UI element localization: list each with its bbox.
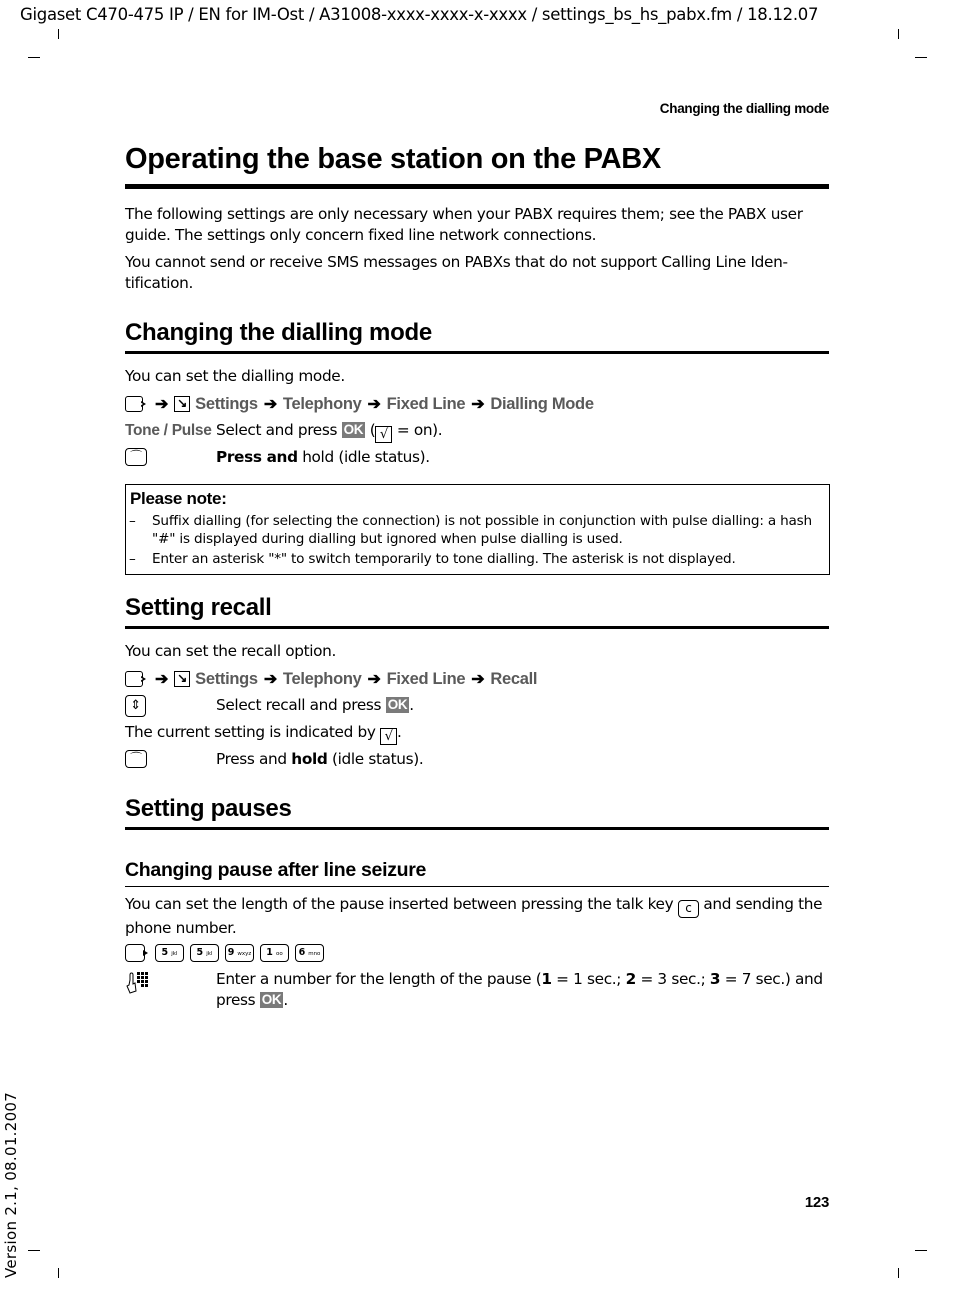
arrow-icon: ➔ xyxy=(155,671,169,688)
intro-paragraph: You cannot send or receive SMS messages on PABXs that do not support Calling Line Iden-tification. xyxy=(125,253,788,292)
menu-path xyxy=(125,393,594,415)
step-text-bold: 3 xyxy=(709,970,721,988)
key-letters: oo xyxy=(275,951,283,957)
crop-mark xyxy=(28,1250,40,1251)
up-down-key-icon: ⇕ xyxy=(125,695,146,717)
ok-key-icon: OK xyxy=(387,697,408,712)
menu-path xyxy=(125,668,537,690)
digit-key-icon xyxy=(225,944,254,962)
step-text-part: = on). xyxy=(396,421,443,439)
subsection-heading: Changing pause after line seizure xyxy=(125,859,427,881)
section-lead: You can set the dialling mode. xyxy=(125,367,345,385)
crop-mark xyxy=(58,1268,59,1278)
section-heading-dialling-mode: Changing the dialling mode xyxy=(125,319,432,346)
arrow-icon: ➔ xyxy=(263,671,277,688)
end-call-key-icon: ⌒ xyxy=(125,750,147,768)
note-dash: – xyxy=(129,513,136,529)
arrow-icon: ➔ xyxy=(263,396,277,413)
step-text-part: Select recall and press xyxy=(216,696,382,714)
menu-key-icon xyxy=(125,396,143,412)
arrow-icon: ➔ xyxy=(471,671,485,688)
step-text-part: . xyxy=(409,696,414,714)
talk-key-icon: c xyxy=(678,900,699,918)
crop-mark xyxy=(28,57,40,58)
step-text-part: Select and press xyxy=(216,421,338,439)
menu-key-icon xyxy=(125,944,145,962)
current-setting-text xyxy=(125,722,835,745)
step-text-part: = 7 sec.) xyxy=(720,970,791,988)
step-text-part: and press xyxy=(216,970,823,1009)
step-text-part: ( xyxy=(369,421,376,439)
step-text xyxy=(216,420,442,443)
note-box xyxy=(125,484,830,575)
step-text xyxy=(216,695,414,716)
step-enter-number xyxy=(125,969,830,1013)
step-text xyxy=(216,749,423,770)
version-label: Version 2.1, 08.01.2007 xyxy=(2,1091,20,1278)
key-letters: jkl xyxy=(171,951,178,957)
key-digit: 5 xyxy=(196,947,204,958)
step-text xyxy=(216,447,430,468)
key-letters: wxyz xyxy=(237,951,252,957)
crop-mark xyxy=(915,57,927,58)
step-text-part: Enter a number for the length of the pause ( xyxy=(216,970,542,988)
settings-icon: ↘ xyxy=(174,671,190,687)
digit-key-icon xyxy=(295,944,324,962)
note-item-text: Enter an asterisk "*" to switch temporarily to tone dialling. The asterisk is not displayed. xyxy=(152,551,736,567)
section-rule xyxy=(125,626,829,629)
menu-item: Telephony xyxy=(282,394,362,413)
menu-item: Fixed Line xyxy=(386,669,466,688)
running-head: Changing the dialling mode xyxy=(659,101,829,116)
digit-key-icon xyxy=(190,944,219,962)
menu-item: Fixed Line xyxy=(386,394,466,413)
key-letters: jkl xyxy=(206,951,213,957)
step-text-part: (idle status). xyxy=(332,750,424,768)
page-title: Operating the base station on the PABX xyxy=(125,143,661,175)
digit-key-icon xyxy=(260,944,289,962)
section-heading-recall: Setting recall xyxy=(125,594,272,621)
step-text-bold: 2 xyxy=(625,970,636,988)
checkmark-icon: √ xyxy=(380,728,397,745)
key-digit: 5 xyxy=(161,947,169,958)
note-item-text: Suffix dialling (for selecting the connection) is not possible in conjunction with pulse dialling: a hash "#" is displayed during dialling but ignored when pulse dialling is used. xyxy=(152,513,812,547)
end-call-key-icon: ⌒ xyxy=(125,448,147,466)
menu-item: Dialling Mode xyxy=(490,394,594,413)
crop-mark xyxy=(915,1250,927,1251)
step-text-part: Press and xyxy=(216,750,287,768)
step-text-part: = 1 sec.; xyxy=(551,970,626,988)
section-heading-pauses: Setting pauses xyxy=(125,795,292,822)
step-tone-pulse xyxy=(125,420,830,442)
document-path-header: Gigaset C470-475 IP / EN for IM-Ost / A31008-xxxx-xxxx-x-xxxx / settings_bs_hs_pabx.fm / 18.12.07 xyxy=(20,5,819,24)
step-select-recall xyxy=(125,695,830,717)
arrow-icon: ➔ xyxy=(471,396,485,413)
ok-key-icon: OK xyxy=(343,422,364,437)
subsection-rule xyxy=(125,886,829,887)
checkmark-icon: √ xyxy=(375,426,392,443)
note-dash: – xyxy=(129,551,136,567)
menu-item: Recall xyxy=(490,669,538,688)
ok-key-icon: OK xyxy=(261,992,282,1007)
page-number: 123 xyxy=(804,1194,829,1211)
step-text-bold: Press and xyxy=(216,448,298,466)
menu-item: Settings xyxy=(195,669,258,688)
arrow-icon: ➔ xyxy=(367,396,381,413)
step-text-bold: 1 xyxy=(541,970,552,988)
note-title: Please note: xyxy=(130,489,227,508)
section-lead xyxy=(125,894,835,939)
menu-item: Telephony xyxy=(282,669,362,688)
step-end-key xyxy=(125,447,830,469)
step-text xyxy=(216,969,828,1011)
section-rule xyxy=(125,351,829,354)
key-digit: 9 xyxy=(227,947,235,958)
arrow-icon: ➔ xyxy=(367,671,381,688)
menu-item: Settings xyxy=(195,394,258,413)
crop-mark xyxy=(898,29,899,39)
text-part: . xyxy=(397,723,402,741)
section-lead: You can set the recall option. xyxy=(125,642,337,660)
crop-mark xyxy=(898,1268,899,1278)
step-text-part: = 3 sec.; xyxy=(635,970,710,988)
text-part: You can set the length of the pause inserted between pressing the talk key xyxy=(125,895,674,913)
option-label: Tone / Pulse xyxy=(125,422,212,439)
section-rule xyxy=(125,827,829,830)
digit-key-icon xyxy=(155,944,184,962)
key-digit: 6 xyxy=(298,947,306,958)
step-text-bold: hold xyxy=(291,750,328,768)
key-sequence xyxy=(125,943,324,963)
intro-paragraph: The following settings are only necessary when your PABX requires them; see the PABX user guide. The settings only concern fixed line network connections. xyxy=(125,205,803,244)
crop-mark xyxy=(58,29,59,39)
arrow-icon: ➔ xyxy=(155,396,169,413)
step-text-part: hold (idle status). xyxy=(302,448,430,466)
step-text-part: . xyxy=(283,991,288,1009)
text-part: and sending the phone number. xyxy=(125,895,823,937)
key-letters: mno xyxy=(308,951,321,957)
step-end-key xyxy=(125,749,830,771)
menu-key-icon xyxy=(125,671,143,687)
text-part: The current setting is indicated by xyxy=(125,723,376,741)
key-digit: 1 xyxy=(266,947,273,958)
title-rule xyxy=(125,184,829,189)
keypad-icon xyxy=(125,969,151,995)
settings-icon: ↘ xyxy=(174,396,190,412)
